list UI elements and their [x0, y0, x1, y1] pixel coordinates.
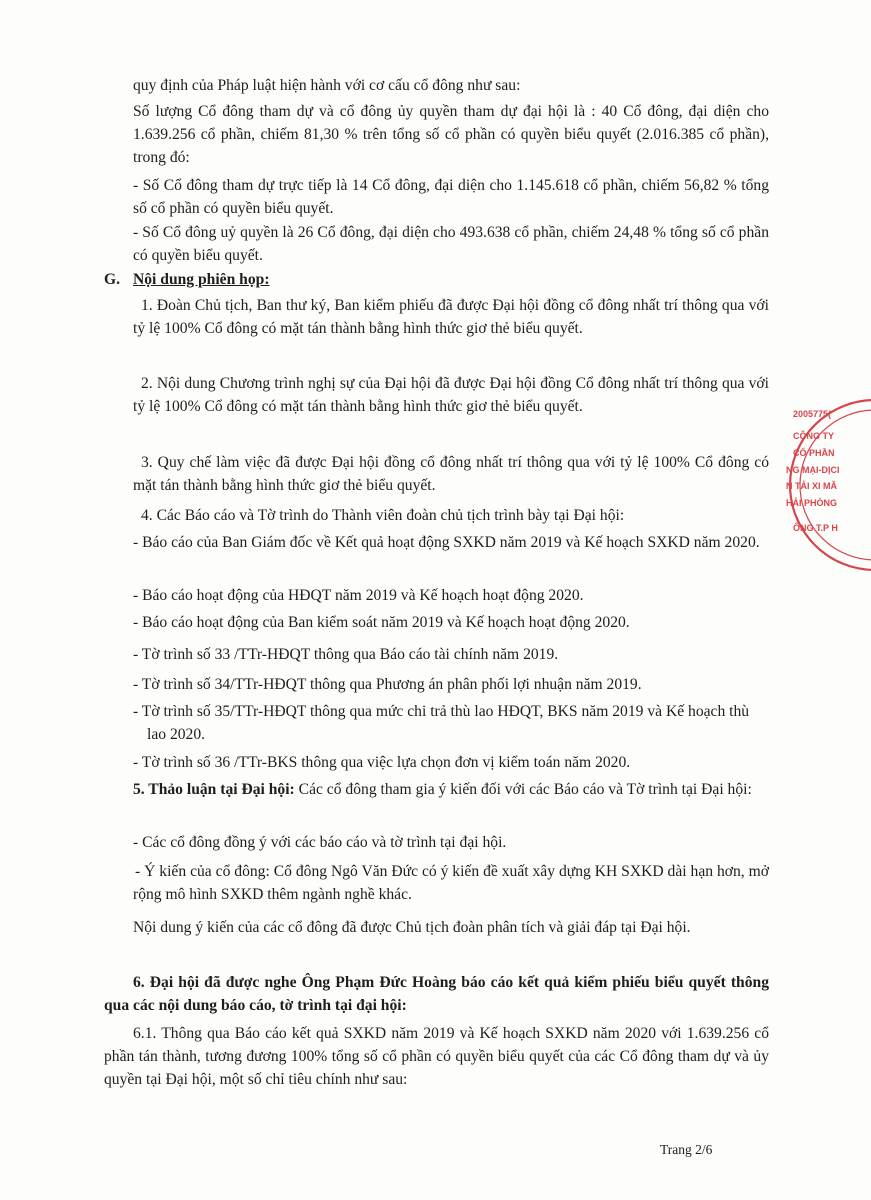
agenda-item-1: 1. Đoàn Chủ tịch, Ban thư ký, Ban kiểm phiếu đã được Đại hội đồng cổ đông nhất trí thông qua với tỷ lệ 100% Cổ đông có mặt tán thành bằng hình thức giơ thẻ biểu quyết.: [133, 297, 769, 337]
direct-attendance: - Số Cổ đông tham dự trực tiếp là 14 Cổ đông, đại diện cho 1.145.618 cổ phần, chiếm 56,82 % tổng số cổ phần có quyền biểu quyết.: [133, 177, 769, 217]
stamp-line: N TẢI XI MĂ: [786, 481, 837, 491]
stamp-line: CÔNG TY: [793, 431, 835, 441]
proxy-attendance: - Số Cổ đông uỷ quyền là 26 Cổ đông, đại diện cho 493.638 cổ phần, chiếm 24,48 % tổng số cổ phần có quyền biểu quyết.: [133, 224, 769, 264]
report-item: - Báo cáo của Ban Giám đốc về Kết quả hoạt động SXKD năm 2019 và Kế hoạch SXKD năm 2020.: [133, 534, 760, 551]
discussion-answer: Nội dung ý kiến của các cổ đông đã được Chủ tịch đoàn phân tích và giải đáp tại Đại hội.: [133, 919, 691, 936]
report-item: - Tờ trình số 35/TTr-HĐQT thông qua mức chi trả thù lao HĐQT, BKS năm 2019 và Kế hoạch thù lao 2020.: [133, 703, 750, 743]
vote-result-6-1: 6.1. Thông qua Báo cáo kết quả SXKD năm 2019 và Kế hoạch SXKD năm 2020 với 1.639.256 cổ phần tán thành, tương đương 100% tổng số cổ phần có quyền biểu quyết của các Cổ đông tham dự và ủy quyền tại Đại hội, một số chỉ tiêu chính như sau:: [104, 1025, 769, 1088]
report-item: - Báo cáo hoạt động của Ban kiểm soát năm 2019 và Kế hoạch hoạt động 2020.: [133, 614, 630, 631]
stamp-line: NG MẠI-DỊCI: [786, 465, 840, 475]
vote-result-heading: 6. Đại hội đã được nghe Ông Phạm Đức Hoàng báo cáo kết quả kiểm phiếu biểu quyết thông qua các nội dung báo cáo, tờ trình tại đại hội:: [104, 974, 769, 1014]
discussion-text: Các cổ đông tham gia ý kiến đối với các Báo cáo và Tờ trình tại Đại hội:: [294, 781, 752, 798]
report-item: - Báo cáo hoạt động của HĐQT năm 2019 và Kế hoạch hoạt động 2020.: [133, 587, 584, 604]
discussion-point: - Ý kiến của cổ đông: Cổ đông Ngô Văn Đức có ý kiến đề xuất xây dựng KH SXKD dài hạn hơn, mở rộng mô hình SXKD thêm ngành nghề khác.: [133, 863, 769, 903]
cap-structure-intro: quy định của Pháp luật hiện hành với cơ cấu cổ đông như sau:: [133, 77, 521, 94]
page-number: Trang 2/6: [660, 1142, 713, 1157]
attendance-summary: Số lượng Cổ đông tham dự và cổ đông ủy quyền tham dự đại hội là : 40 Cổ đông, đại diện cho 1.639.256 cổ phần, chiếm 81,30 % trên tổng số cổ phần có quyền biểu quyết (2.016.385 cổ phần), trong đó:: [133, 103, 769, 166]
stamp-line: HẢI PHÒNG: [786, 498, 838, 508]
company-stamp: [783, 398, 871, 573]
agenda-item-4: 4. Các Báo cáo và Tờ trình do Thành viên đoàn chủ tịch trình bày tại Đại hội:: [141, 507, 625, 524]
stamp-line: 2005775(: [793, 409, 832, 419]
report-item: - Tờ trình số 34/TTr-HĐQT thông qua Phương án phân phối lợi nhuận năm 2019.: [133, 676, 642, 693]
section-heading: Nội dung phiên họp:: [133, 271, 270, 288]
discussion-paragraph: [133, 778, 769, 801]
stamp-line: ÔNG T.P H: [793, 523, 838, 533]
agenda-item-2: 2. Nội dung Chương trình nghị sự của Đại hội đã được Đại hội đồng Cổ đông nhất trí thông qua với tỷ lệ 100% Cổ đông có mặt tán thành bằng hình thức giơ thẻ biểu quyết.: [133, 375, 769, 415]
report-item: - Tờ trình số 33 /TTr-HĐQT thông qua Báo cáo tài chính năm 2019.: [133, 646, 559, 663]
discussion-heading: 5. Thảo luận tại Đại hội:: [133, 781, 295, 798]
report-item: - Tờ trình số 36 /TTr-BKS thông qua việc lựa chọn đơn vị kiểm toán năm 2020.: [133, 754, 631, 771]
discussion-point: - Các cổ đông đồng ý với các báo cáo và tờ trình tại đại hội.: [133, 834, 507, 851]
section-letter: G.: [104, 271, 121, 288]
agenda-item-3: 3. Quy chế làm việc đã được Đại hội đồng cổ đông nhất trí thông qua với tỷ lệ 100% Cổ đông có mặt tán thành bằng hình thức giơ thẻ biểu quyết.: [133, 454, 769, 494]
stamp-line: CỔ PHẦN: [793, 448, 835, 458]
